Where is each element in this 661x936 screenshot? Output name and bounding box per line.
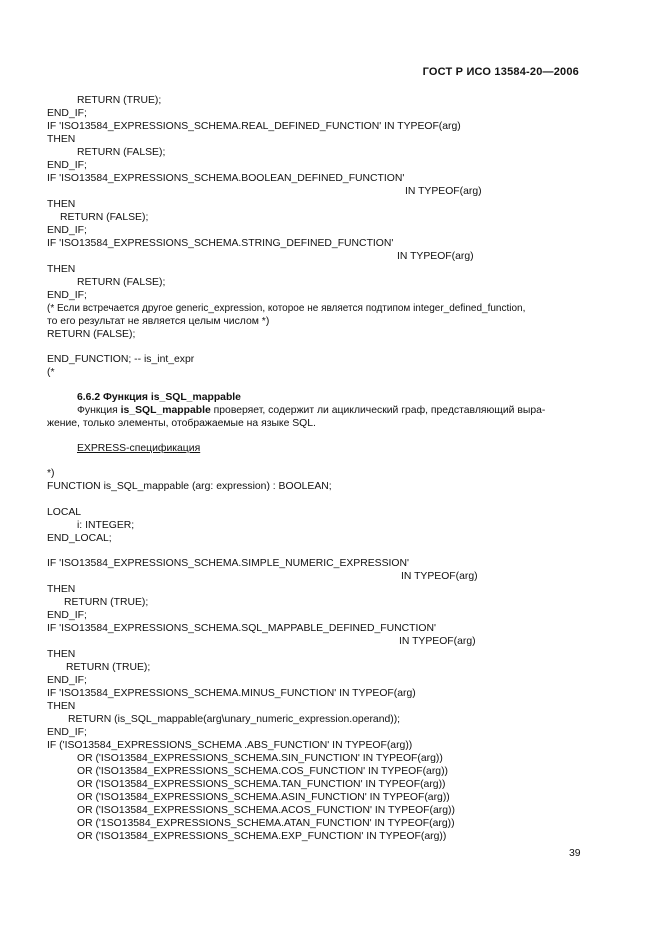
document-standard-id: ГОСТ Р ИСО 13584-20—2006 xyxy=(422,66,579,78)
section-title-name: is_SQL_mappable xyxy=(150,392,241,403)
code-line: IF 'ISO13584_EXPRESSIONS_SCHEMA.BOOLEAN_DEFINED_FUNCTION' xyxy=(47,173,405,184)
code-line: THEN xyxy=(47,264,76,275)
description-function-name: is_SQL_mappable xyxy=(120,405,211,416)
code-line: IF 'ISO13584_EXPRESSIONS_SCHEMA.REAL_DEFINED_FUNCTION' IN TYPEOF(arg) xyxy=(47,121,461,132)
code-line: LOCAL xyxy=(47,507,82,518)
code-line: RETURN (FALSE); xyxy=(47,329,136,340)
section-heading xyxy=(77,391,241,404)
code-line: THEN xyxy=(47,701,76,712)
code-comment: (* Если встречается другое generic_expression, которое не является подтипом integer_defined_function, xyxy=(47,303,526,314)
code-line: END_IF; xyxy=(47,727,87,738)
section-title-prefix: Функция xyxy=(103,392,151,403)
code-line: *) xyxy=(47,468,55,479)
code-line: IF ('ISO13584_EXPRESSIONS_SCHEMA .ABS_FUNCTION' IN TYPEOF(arg)) xyxy=(47,740,413,751)
code-line: END_IF; xyxy=(47,290,87,301)
code-line: OR ('ISO13584_EXPRESSIONS_SCHEMA.EXP_FUNCTION' IN TYPEOF(arg)) xyxy=(77,831,447,842)
code-line: END_IF; xyxy=(47,610,87,621)
code-line: IN TYPEOF(arg) xyxy=(405,186,482,197)
section-description xyxy=(77,404,545,417)
code-line: END_IF; xyxy=(47,675,87,686)
section-number: 6.6.2 xyxy=(77,392,101,403)
code-line: RETURN (TRUE); xyxy=(66,662,151,673)
code-line: OR ('ISO13584_EXPRESSIONS_SCHEMA.SIN_FUNCTION' IN TYPEOF(arg)) xyxy=(77,753,443,764)
code-line: RETURN (FALSE); xyxy=(77,147,166,158)
code-line: RETURN (FALSE); xyxy=(60,212,149,223)
code-line: IN TYPEOF(arg) xyxy=(399,636,476,647)
code-line: RETURN (FALSE); xyxy=(77,277,166,288)
code-line: IN TYPEOF(arg) xyxy=(401,571,478,582)
code-line: IF 'ISO13584_EXPRESSIONS_SCHEMA.SQL_MAPPABLE_DEFINED_FUNCTION' xyxy=(47,623,436,634)
description-prefix: Функция xyxy=(77,405,121,416)
code-line: OR ('1SO13584_EXPRESSIONS_SCHEMA.ATAN_FUNCTION' IN TYPEOF(arg)) xyxy=(77,818,455,829)
code-line: RETURN (is_SQL_mappable(arg\unary_numeric_expression.operand)); xyxy=(68,714,401,725)
code-line: IN TYPEOF(arg) xyxy=(397,251,474,262)
code-line: END_IF; xyxy=(47,108,87,119)
code-line: THEN xyxy=(47,199,76,210)
code-line: END_IF; xyxy=(47,160,87,171)
code-line: IF 'ISO13584_EXPRESSIONS_SCHEMA.MINUS_FUNCTION' IN TYPEOF(arg) xyxy=(47,688,416,699)
page-number: 39 xyxy=(569,848,581,859)
code-line: THEN xyxy=(47,649,76,660)
code-line: END_LOCAL; xyxy=(47,533,112,544)
code-line: OR ('ISO13584_EXPRESSIONS_SCHEMA.ACOS_FUNCTION' IN TYPEOF(arg)) xyxy=(77,805,455,816)
code-line: RETURN (TRUE); xyxy=(64,597,149,608)
code-line: THEN xyxy=(47,134,76,145)
code-line: IF 'ISO13584_EXPRESSIONS_SCHEMA.STRING_DEFINED_FUNCTION' xyxy=(47,238,394,249)
code-comment: то его результат не является целым числом *) xyxy=(47,316,270,327)
code-line: IF 'ISO13584_EXPRESSIONS_SCHEMA.SIMPLE_NUMERIC_EXPRESSION' xyxy=(47,558,409,569)
code-line: OR ('ISO13584_EXPRESSIONS_SCHEMA.TAN_FUNCTION' IN TYPEOF(arg)) xyxy=(77,779,446,790)
code-line: i: INTEGER; xyxy=(77,520,135,531)
code-line: END_FUNCTION; -- is_int_expr xyxy=(47,354,195,365)
code-line: OR ('ISO13584_EXPRESSIONS_SCHEMA.ASIN_FUNCTION' IN TYPEOF(arg)) xyxy=(77,792,450,803)
code-line: (* xyxy=(47,367,55,378)
description-rest: проверяет, содержит ли ациклический граф, представляющий выра- xyxy=(210,405,546,416)
express-spec-heading: EXPRESS-спецификация xyxy=(77,443,201,454)
code-line: OR ('ISO13584_EXPRESSIONS_SCHEMA.COS_FUNCTION' IN TYPEOF(arg)) xyxy=(77,766,448,777)
code-line: THEN xyxy=(47,584,76,595)
code-line: END_IF; xyxy=(47,225,87,236)
code-line: RETURN (TRUE); xyxy=(77,95,162,106)
code-line: FUNCTION is_SQL_mappable (arg: expression) : BOOLEAN; xyxy=(47,481,332,492)
section-description-line2: жение, только элементы, отображаемые на языке SQL. xyxy=(47,418,316,429)
